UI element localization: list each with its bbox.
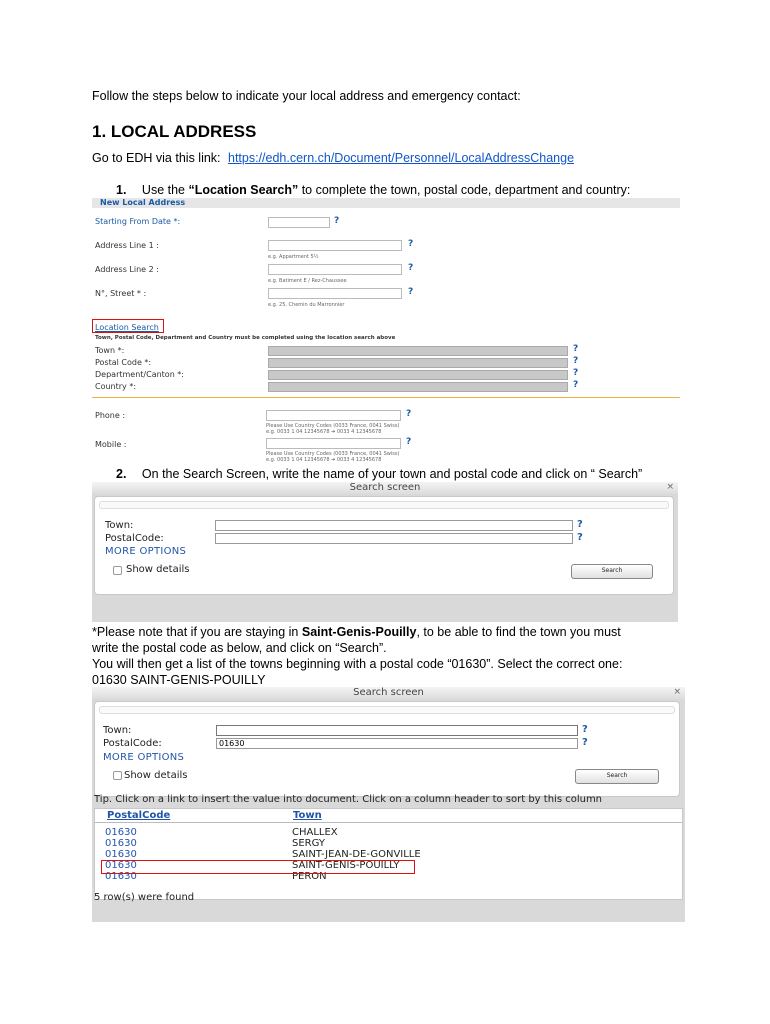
row-town: PERON [292, 871, 327, 882]
country-label: Country *: [95, 382, 137, 391]
phone-label: Phone : [95, 411, 126, 420]
note-post: , to be able to find the town you must [416, 625, 621, 639]
help-icon[interactable]: ? [573, 356, 579, 366]
search-screen-1 [92, 482, 678, 622]
more-options-link[interactable]: MORE OPTIONS [105, 546, 187, 557]
address-line-2-hint: e.g. Batiment E / Rez-Chaussee [268, 278, 347, 284]
step2-number: 2. [116, 467, 127, 481]
street-hint: e.g. 25, Chemin du Marronnier [268, 302, 345, 308]
header-divider [95, 822, 682, 823]
help-icon[interactable]: ? [406, 437, 412, 447]
department-label: Department/Canton *: [95, 370, 185, 379]
help-icon[interactable]: ? [582, 724, 588, 735]
town-label: Town: [105, 520, 134, 531]
step1-post: to complete the town, postal code, department and country: [298, 183, 631, 197]
starting-date-label: Starting From Date *: [95, 217, 181, 226]
help-icon[interactable]: ? [582, 737, 588, 748]
panel-bar [99, 501, 669, 509]
step1-bold: “Location Search” [188, 183, 299, 197]
show-details-label: Show details [126, 564, 190, 575]
rows-found-text: 5 row(s) were found [94, 892, 195, 903]
section-divider [92, 397, 680, 398]
help-icon[interactable]: ? [573, 344, 579, 354]
help-icon[interactable]: ? [334, 216, 340, 226]
close-icon[interactable]: × [666, 482, 674, 492]
postal-code-input [268, 358, 568, 368]
note-line-1 [92, 625, 621, 639]
note-line-2: write the postal code as below, and click on “Search”. [92, 641, 387, 655]
step2-text: On the Search Screen, write the name of your town and postal code and click on “ Search” [141, 467, 643, 481]
mobile-input[interactable] [266, 438, 401, 449]
address-line-1-input[interactable] [268, 240, 402, 251]
mobile-hint-2: e.g. 0033 1 04 12345678 ➔ 0033 4 12345678 [266, 457, 382, 463]
note-line-4: 01630 SAINT-GENIS-POUILLY [92, 673, 266, 687]
postal-code-label: PostalCode: [103, 738, 162, 749]
highlight-box [92, 319, 164, 333]
address-line-2-label: Address Line 2 : [95, 265, 159, 274]
help-icon[interactable]: ? [577, 532, 583, 543]
street-label: N°, Street * : [95, 289, 147, 298]
row-town: SERGY [292, 838, 325, 849]
postal-code-label: Postal Code *: [95, 358, 152, 367]
search-screen-title: Search screen [92, 687, 685, 699]
row-town: SAINT-GENIS-POUILLY [292, 860, 400, 871]
department-input [268, 370, 568, 380]
town-label: Town *: [95, 346, 125, 355]
town-label: Town: [103, 725, 132, 736]
step1-pre: Use the [141, 183, 189, 197]
phone-input[interactable] [266, 410, 401, 421]
mobile-label: Mobile : [95, 440, 127, 449]
intro-text: Follow the steps below to indicate your local address and emergency contact: [92, 89, 521, 103]
row-postalcode-link[interactable]: 01630 [105, 838, 137, 849]
search-panel [94, 701, 680, 797]
note-bold: Saint-Genis-Pouilly [301, 625, 417, 639]
starting-date-input[interactable] [268, 217, 330, 228]
column-header-postalcode[interactable]: PostalCode [107, 810, 171, 821]
results-table [94, 808, 683, 900]
address-line-1-hint: e.g. Appartment 5½ [268, 254, 319, 260]
postal-code-input[interactable] [215, 533, 573, 544]
help-icon[interactable]: ? [573, 380, 579, 390]
goto-prefix: Go to EDH via this link: [92, 151, 221, 165]
step2-line [116, 467, 642, 481]
row-town: CHALLEX [292, 827, 338, 838]
search-button[interactable]: Search [575, 769, 659, 784]
country-input [268, 382, 568, 392]
show-details-checkbox[interactable] [113, 566, 122, 575]
local-address-link[interactable]: https://edh.cern.ch/Document/Personnel/LocalAddressChange [228, 151, 575, 165]
row-postalcode-link[interactable]: 01630 [105, 871, 137, 882]
more-options-link[interactable]: MORE OPTIONS [103, 752, 185, 763]
phone-hint-1: Please Use Country Codes (0033 France, 0041 Swiss) [266, 423, 400, 429]
row-postalcode-link[interactable]: 01630 [105, 827, 137, 838]
postal-code-input[interactable]: 01630 [216, 738, 578, 749]
search-screen-title: Search screen [92, 482, 678, 494]
note-line-3: You will then get a list of the towns beginning with a postal code “01630”. Select the correct one: [92, 657, 623, 671]
town-input[interactable] [215, 520, 573, 531]
help-icon[interactable]: ? [408, 287, 414, 297]
tip-text: Tip. Click on a link to insert the value into document. Click on a column header to sort by this column [94, 794, 603, 805]
row-postalcode-link[interactable]: 01630 [105, 860, 137, 871]
section-title: 1. LOCAL ADDRESS [92, 122, 257, 141]
show-details-checkbox[interactable] [113, 771, 122, 780]
step1-line [116, 183, 630, 197]
address-line-2-input[interactable] [268, 264, 402, 275]
panel-bar [99, 706, 675, 714]
search-button[interactable]: Search [571, 564, 653, 579]
new-local-address-form [92, 198, 680, 464]
help-icon[interactable]: ? [408, 263, 414, 273]
close-icon[interactable]: × [673, 687, 681, 697]
help-icon[interactable]: ? [406, 409, 412, 419]
row-town: SAINT-JEAN-DE-GONVILLE [292, 849, 421, 860]
step1-number: 1. [116, 183, 127, 197]
form-header: New Local Address [100, 198, 186, 207]
town-input [268, 346, 568, 356]
address-line-1-label: Address Line 1 : [95, 241, 159, 250]
search-screen-2 [92, 687, 685, 922]
town-input[interactable] [216, 725, 578, 736]
help-icon[interactable]: ? [577, 519, 583, 530]
highlight-box [101, 860, 415, 874]
help-icon[interactable]: ? [408, 239, 414, 249]
search-panel [94, 496, 674, 595]
mobile-hint-1: Please Use Country Codes (0033 France, 0041 Swiss) [266, 451, 400, 457]
column-header-town[interactable]: Town [293, 810, 322, 821]
location-search-link[interactable]: Location Search [95, 323, 159, 332]
street-input[interactable] [268, 288, 402, 299]
location-note: Town, Postal Code, Department and Country must be completed using the location search above [95, 335, 396, 341]
row-postalcode-link[interactable]: 01630 [105, 849, 137, 860]
note-pre: *Please note that if you are staying in [92, 625, 302, 639]
goto-line [92, 151, 574, 165]
help-icon[interactable]: ? [573, 368, 579, 378]
show-details-label: Show details [124, 770, 188, 781]
postal-code-label: PostalCode: [105, 533, 164, 544]
phone-hint-2: e.g. 0033 1 04 12345678 ➔ 0033 4 12345678 [266, 429, 382, 435]
